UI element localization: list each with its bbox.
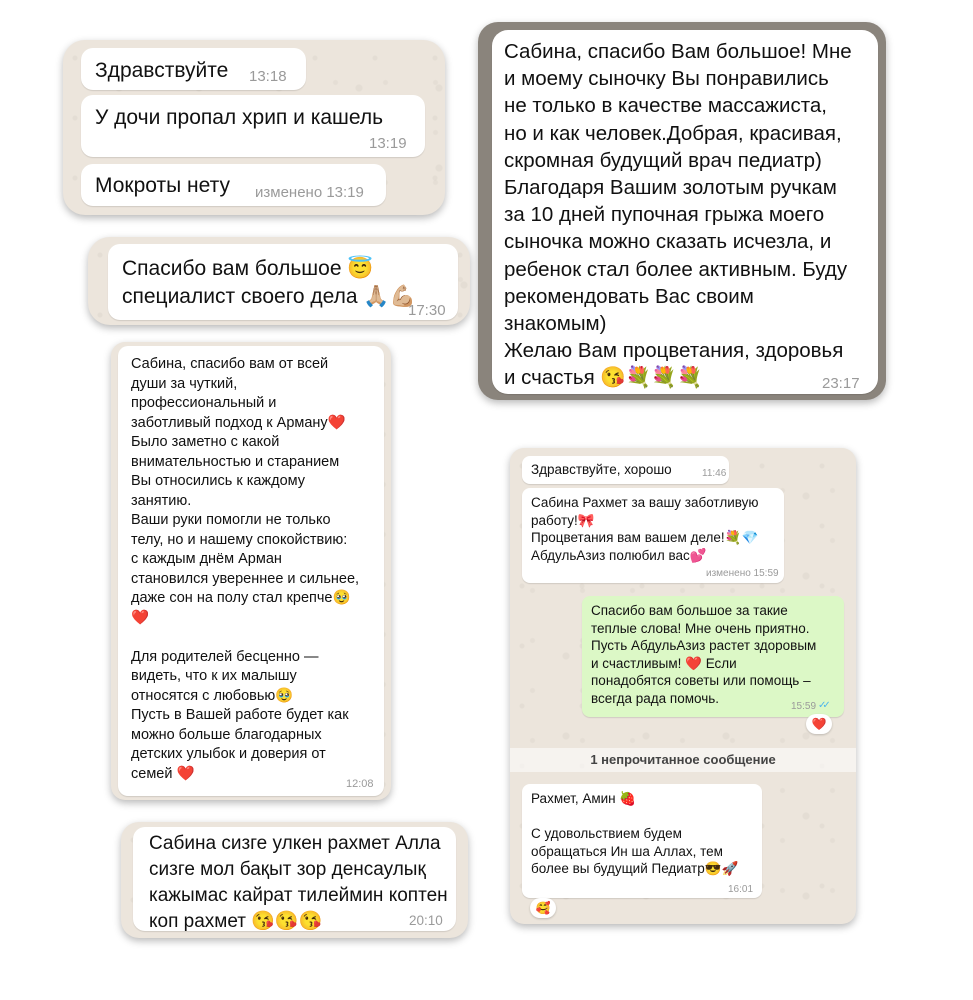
message-time: 12:08 — [346, 778, 374, 790]
chat-screenshot-2 — [88, 237, 470, 325]
chat-screenshot-5 — [510, 448, 856, 924]
message-text: Сабина Рахмет за вашу заботливую работу!🎀 Процветания вам вашем деле!💐💎 АбдульАзиз полюбил вас💕 — [531, 495, 759, 563]
message-bubble[interactable] — [118, 346, 384, 796]
message-text: Рахмет, Амин 🍓 С удовольствием будем обращаться Ин ша Аллах, тем более вы будущий Педиатр😎🚀 — [531, 791, 739, 876]
message-bubble[interactable] — [133, 827, 456, 931]
message-text: Мокроты нету — [95, 174, 230, 197]
message-text: Спасибо вам большое за такие теплые слова! Мне очень приятно. Пусть АбдульАзиз растет здоровым и счастливым! ❤️ Если понадобятся советы или помощь – всегда рада помочь. — [591, 603, 817, 706]
reaction-emoji[interactable]: 🥰 — [530, 898, 556, 918]
message-time: 11:46 — [702, 468, 727, 479]
message-bubble[interactable] — [492, 30, 878, 394]
message-time: 20:10 — [409, 913, 443, 928]
message-bubble[interactable] — [108, 244, 458, 320]
message-bubble[interactable] — [81, 48, 306, 90]
message-time: 13:19 — [369, 135, 407, 152]
message-time: изменено 13:19 — [255, 184, 364, 201]
chat-screenshot-3 — [478, 22, 886, 400]
unread-messages-banner: 1 непрочитанное сообщение — [510, 748, 856, 772]
message-time: 17:30 — [408, 302, 446, 319]
chat-screenshot-1 — [63, 40, 445, 215]
message-time: 23:17 — [822, 375, 860, 392]
message-bubble[interactable] — [522, 488, 784, 583]
message-text: Здравствуйте — [95, 59, 229, 82]
message-bubble[interactable] — [81, 164, 386, 206]
reaction-heart[interactable]: ❤️ — [806, 714, 832, 734]
message-bubble[interactable] — [522, 456, 729, 484]
message-text: Спасибо вам большое 😇 специалист своего дела 🙏🏼💪🏼 — [122, 257, 416, 308]
message-time: изменено 15:59 — [706, 568, 779, 579]
message-text: У дочи пропал хрип и кашель — [95, 106, 384, 129]
message-text: Сабина, спасибо вам от всей души за чуткий, профессиональный и заботливый подход к Арману❤️ Было заметно с какой внимательностью и старанием Вы относились к каждому занятию. Ваши руки помогли не только телу, но и нашему спокойствию: с каждым днём Арман становился увереннее и сильнее, даже сон на полу стал крепче🥹 ❤️ Для родителей бесценно — видеть, что к их малышу относятся с любовью🥹 Пусть в Вашей работе будет как можно больше благодарных детских улыбок и доверия от семей ❤️ — [131, 356, 360, 782]
message-text: Сабина сизге улкен рахмет Алла сизге мол бақыт зор денсаулық кажымас кайрат тилеймин коптен коп рахмет 😘😘😘 — [149, 833, 448, 932]
chat-screenshot-4 — [111, 342, 391, 800]
message-bubble-outgoing[interactable] — [582, 596, 844, 717]
read-receipt-icon: ✓✓ — [818, 700, 827, 711]
message-bubble[interactable] — [81, 95, 425, 157]
message-time: 13:18 — [249, 68, 287, 85]
message-bubble[interactable] — [522, 784, 762, 898]
message-text: Здравствуйте, хорошо — [531, 462, 672, 477]
chat-screenshot-6 — [121, 822, 468, 938]
message-time: 16:01 — [728, 884, 754, 895]
message-time: 15:59 — [791, 701, 817, 712]
message-text: Сабина, спасибо Вам большое! Мне и моему сыночку Вы понравились не только в качестве массажиста, но и как человек.Добрая, красивая, скромная будущий врач педиатр) Благодаря Вашим золотым ручкам за 10 дней пупочная грыжа моего сыночка можно сказать исчезла, и ребенок стал более активным. Буду рекомендовать Вас своим знакомым) Желаю Вам процветания, здоровья и счастья 😘💐💐💐 — [504, 40, 852, 390]
